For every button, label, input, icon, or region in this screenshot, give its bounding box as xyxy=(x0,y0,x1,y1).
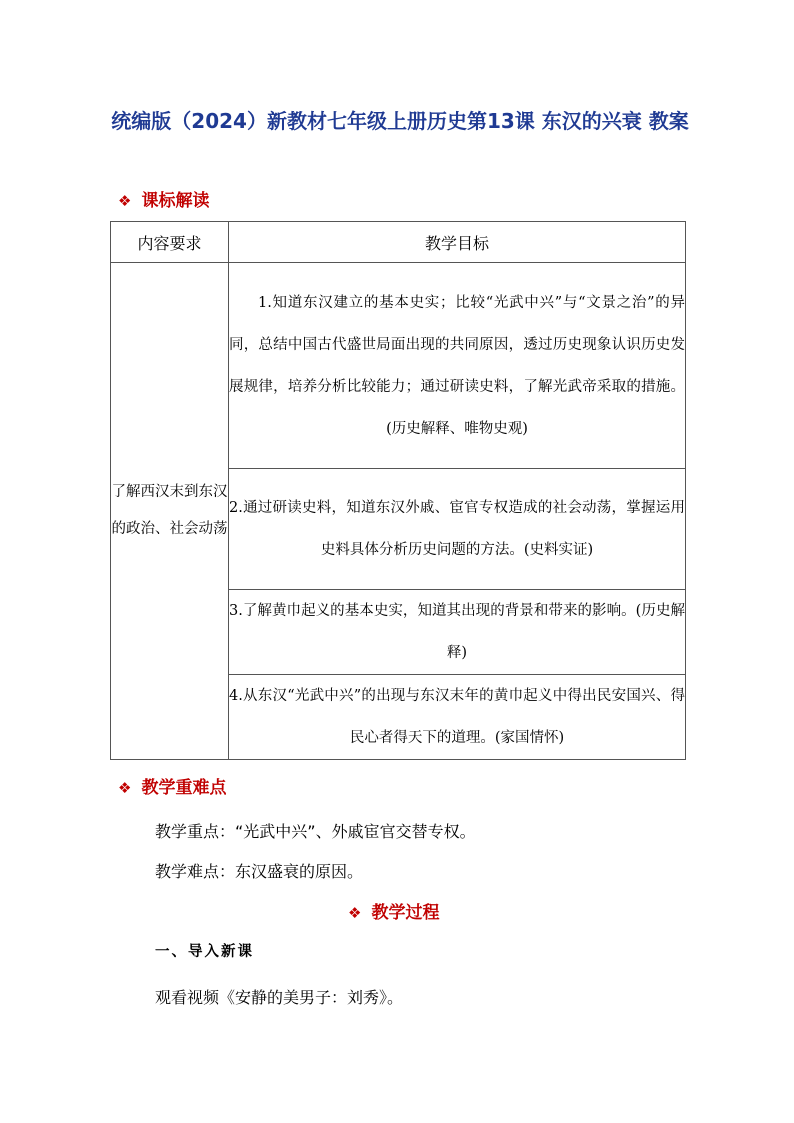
section-heading-label: 课标解读 xyxy=(141,191,210,211)
diamond-bullet-icon: ❖ xyxy=(348,904,362,922)
step-title: 一、导入新课 xyxy=(155,943,254,960)
diamond-bullet-icon: ❖ xyxy=(118,779,132,797)
table-header-row xyxy=(111,222,686,263)
goal-cell-4: 4.从东汉“光武中兴”的出现与东汉末年的黄巾起义中得出民安国兴、得民心者得天下的道理。(家国情怀) xyxy=(229,675,686,760)
section-heading-process xyxy=(348,900,439,926)
section-heading-label: 教学过程 xyxy=(371,903,440,923)
standards-table xyxy=(110,221,686,760)
table-header-goals: 教学目标 xyxy=(229,222,686,263)
step-text: 观看视频《安静的美男子：刘秀》。 xyxy=(155,988,404,1007)
section-heading-standards xyxy=(118,188,209,214)
goal-cell-3: 3.了解黄巾起义的基本史实，知道其出现的背景和带来的影响。(历史解释) xyxy=(229,590,686,675)
teaching-difficulty-text: 教学难点：东汉盛衰的原因。 xyxy=(155,862,364,881)
goal-cell-2: 2.通过研读史料，知道东汉外戚、宦官专权造成的社会动荡，掌握运用史料具体分析历史问题的方法。(史料实证) xyxy=(229,469,686,590)
section-heading-key-points xyxy=(118,775,226,801)
content-requirement-cell: 了解西汉末到东汉的政治、社会动荡 xyxy=(111,263,229,760)
document-title: 统编版（2024）新教材七年级上册历史第13课 东汉的兴衰 教案 xyxy=(111,109,689,133)
goal-cell-1: 1.知道东汉建立的基本史实；比较“光武中兴”与“文景之治”的异同，总结中国古代盛世局面出现的共同原因，透过历史现象认识历史发展规律，培养分析比较能力；通过研读史料，了解光武帝采取的措施。(历史解释、唯物史观) xyxy=(229,263,686,469)
teaching-focus-text: 教学重点：“光武中兴”、外戚宦官交替专权。 xyxy=(155,822,476,841)
diamond-bullet-icon: ❖ xyxy=(118,192,132,210)
table-row xyxy=(111,263,686,469)
table-header-content: 内容要求 xyxy=(111,222,229,263)
section-heading-label: 教学重难点 xyxy=(141,778,227,798)
